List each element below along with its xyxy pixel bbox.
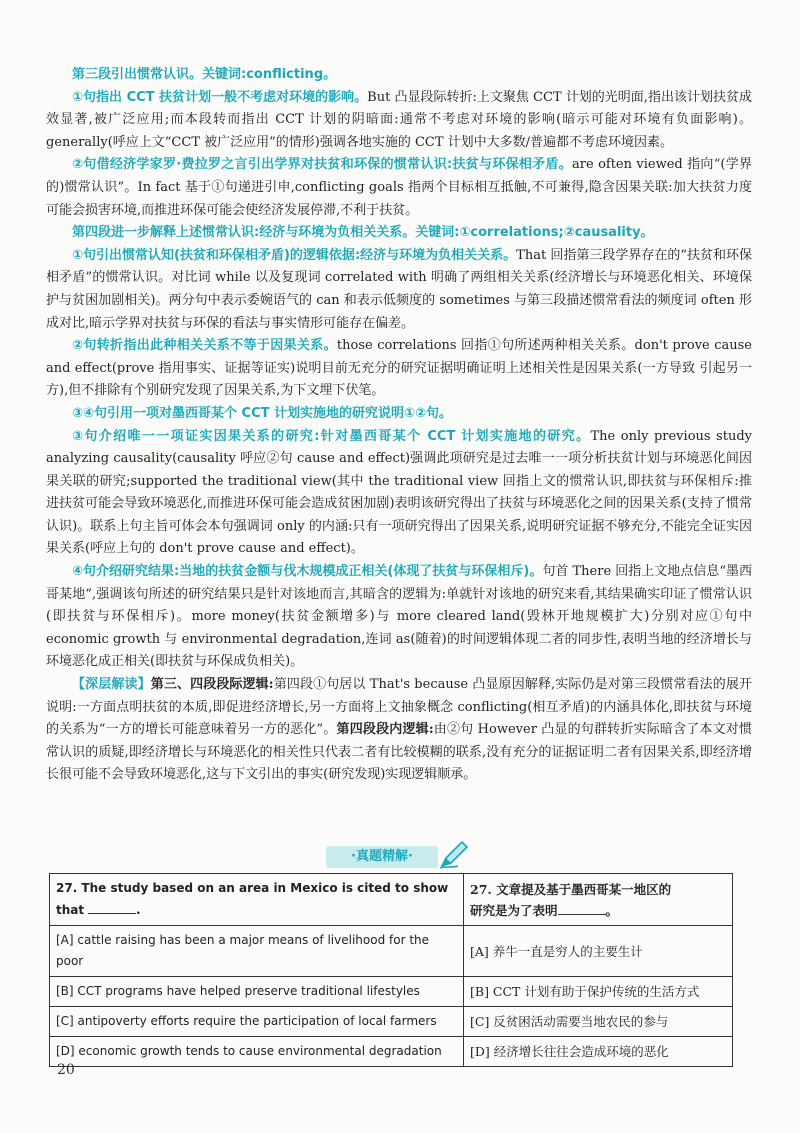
sentence-analysis: are often viewed 指向“(学界的)惯常认识”。In fact 基于①句递进引申,conflicting goals 指两个目标相互抵触,不可兼得,隐含因果关联:加大扶贫力度可能会损害环境,而推进环保可能会使经济发展停滞,不利于扶贫。 [46, 157, 752, 218]
answer-blank [558, 900, 606, 915]
section-heading-3: 第三段引出惯常认识。关键词:conflicting。 [72, 67, 337, 82]
exam-section-banner [326, 840, 476, 870]
answer-blank [88, 899, 136, 914]
para-p7 [46, 403, 752, 426]
sentence-point: ①句指出 CCT 扶贫计划一般不考虑对环境的影响。 [72, 89, 368, 105]
pen-icon [438, 840, 470, 870]
para-p9 [46, 561, 752, 674]
para-p4 [46, 222, 752, 245]
option-c-en: [C] antipoverty efforts require the participation of local farmers [50, 1007, 464, 1037]
option-d-zh: [D] 经济增长往往会造成环境的恶化 [464, 1037, 733, 1067]
option-b-zh: [B] CCT 计划有助于保护传统的生活方式 [464, 977, 733, 1007]
page-number: 20 [57, 1062, 75, 1078]
sentence-point: ③句介绍唯一一项证实因果关系的研究:针对墨西哥某个 CCT 计划实施地的研究。 [72, 428, 591, 444]
logic-heading-inter: 第三、四段段际逻辑: [150, 677, 274, 693]
sentence-analysis: those correlations 回指①句所述两种相关关系。don't prove cause and effect(prove 指用事实、证据等证实)说明目前无充分的研究证据明确证明上述相关性是因果关系(一方导致 引起另一方),但不排除有个别研究发现了因果关系,为下文埋下伏笔。 [46, 338, 752, 399]
section-heading-4: 第四段进一步解释上述惯常认识:经济与环境为负相关关系。关键词:①correlations;②causality。 [72, 225, 654, 241]
para-p1 [46, 64, 752, 87]
sentence-point: ③④句引用一项对墨西哥某个 CCT 计划实施地的研究说明①②句。 [72, 405, 453, 421]
sentence-point: ②句转折指出此种相关关系不等于因果关系。 [72, 338, 337, 354]
logic-analysis: 第四段①句居以 That's because 凸显原因解释,实际仍是对第三段惯常看法的展开说明:一方面点明扶贫的本质,即促进经济增长,另一方面将上文抽象概念 conflicting(相互矛盾)的内涵具体化,即扶贫与环境的关系为“一方的增长可能意味着另一方的恶化”。 [46, 677, 752, 738]
stem-zh-end: 。 [605, 902, 619, 918]
stem-zh-line1: 27. 文章提及基于墨西哥某一地区的 [470, 881, 672, 897]
option-a-zh: [A] 养牛一直是穷人的主要生计 [464, 926, 733, 977]
option-row-c [50, 1007, 733, 1037]
sentence-analysis: The only previous study analyzing causality(causality 呼应②句 cause and effect)强调此项研究是过去唯一一项分析扶贫计划与环境恶化间因果关联的研究;supported the traditional view(其中 the traditional view 回指上文的惯常认识,即扶贫与环保相斥:推进扶贫可能会导致环境恶化,而推进环保可能会造成贫困加剧)表明该研究得出了扶贫与环境恶化之间的因果关系(支持了惯常认识)。联系上句主旨可体会本句强调词 only 的内涵:只有一项研究得出了因果关系,说明研究证据不够充分,不能完全证实因果关系(呼应上句的 don't prove cause and effect)。 [46, 428, 752, 557]
sentence-point: ①句引出惯常认知(扶贫和环保相矛盾)的逻辑依据:经济与环境为负相关关系。 [72, 247, 517, 263]
para-p3 [46, 154, 752, 222]
banner-label: ·真题精解· [326, 846, 438, 868]
option-d-en: [D] economic growth tends to cause environmental degradation [50, 1037, 464, 1067]
option-row-d [50, 1037, 733, 1067]
stem-en-text: 27. The study based on an area in Mexico is cited to show that [56, 881, 449, 917]
para-p6 [46, 335, 752, 403]
sentence-analysis: 句首 There 回指上文地点信息“墨西哥某地”,强调该句所述的研究结果只是针对该地而言,其暗含的逻辑为:单就针对该地的研究来看,其结果确实印证了惯常认识(即扶贫与环保相斥)。more money(扶贫金额增多)与 more cleared land(毁林开地规模扩大)分别对应①句中 economic growth 与 environmental degradation,连词 as(随着)的时间逻辑体现二者的同步性,表明当地的经济增长与环境恶化成正相关(即扶贫与环保成负相关)。 [46, 564, 752, 670]
option-row-b [50, 977, 733, 1007]
option-b-en: [B] CCT programs have helped preserve traditional lifestyles [50, 977, 464, 1007]
sentence-analysis: But 凸显段际转折:上文聚焦 CCT 计划的光明面,指出该计划扶贫成效显著,被广泛应用;而本段转而指出 CCT 计划的阴暗面:通常不考虑对环境的影响(暗示可能对环境有负面影响)。generally(呼应上文“CCT 被广泛应用”的情形)强调各地实施的 CCT 计划中大多数/普遍都不考虑环境因素。 [46, 89, 752, 150]
logic-analysis: 由②句 However 凸显的句群转折实际暗含了本文对惯常认识的质疑,即经济增长与环境恶化的相关性只代表二者有比较模糊的联系,没有充分的证据证明二者有因果关系,即经济增长很可能不会导致环境恶化,这与下文引出的事实(研究发现)实现逻辑顺承。 [46, 722, 752, 783]
option-row-a [50, 926, 733, 977]
sentence-point: ②句借经济学家罗·费拉罗之言引出学界对扶贫和环保的惯常认识:扶贫与环保相矛盾。 [72, 157, 572, 173]
analysis-body [46, 64, 752, 787]
para-p10 [46, 674, 752, 787]
question-stem-zh [464, 874, 733, 926]
sentence-point: ④句介绍研究结果:当地的扶贫金额与伐木规模成正相关(体现了扶贫与环保相斥)。 [72, 564, 543, 580]
question-table [49, 873, 733, 1067]
para-p2 [46, 87, 752, 155]
sentence-analysis: That 回指第三段学界存在的“扶贫和环保相矛盾”的惯常认识。对比词 while 以及复现词 correlated with 明确了两组相关关系(经济增长与环境恶化相关、环境保护与贫困加剧相关)。两分句中表示委婉语气的 can 和表示低频度的 sometimes 与第三段描述惯常看法的频度词 often 形成对比,暗示学界对扶贫与环保的看法与事实情形可能存在偏差。 [46, 247, 753, 331]
option-c-zh: [C] 反贫困活动需要当地农民的参与 [464, 1007, 733, 1037]
logic-heading-intra: 第四段段内逻辑: [336, 722, 434, 738]
question-stem-row [50, 874, 733, 926]
stem-zh-line2: 研究是为了表明 [470, 902, 558, 918]
question-stem-en: 27. The study based on an area in Mexico is cited to show that . [50, 874, 464, 926]
deep-reading-tag: 【深层解读】 [72, 677, 151, 693]
para-p5 [46, 245, 752, 335]
option-a-en: [A] cattle raising has been a major means of livelihood for the poor [50, 926, 464, 977]
para-p8 [46, 426, 752, 562]
